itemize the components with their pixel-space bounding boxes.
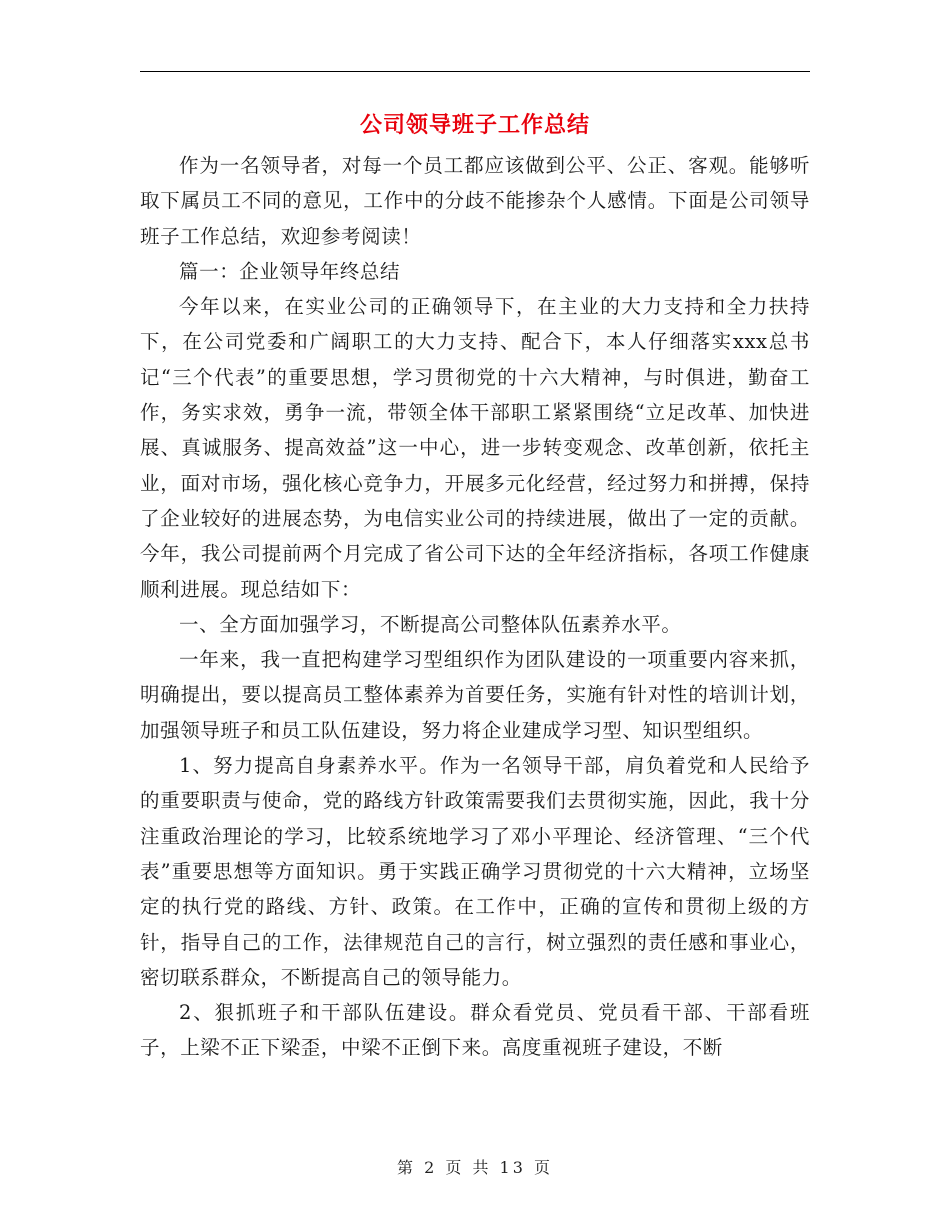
body-paragraph: 一年来，我一直把构建学习型组织作为团队建设的一项重要内容来抓，明确提出，要以提高员工整体素养为首要任务，实施有针对性的培训计划，加强领导班子和员工队伍建设，努力将企业建成学习型、知识型组织。 xyxy=(140,648,810,742)
body-paragraph: 2、狠抓班子和干部队伍建设。群众看党员、党员看干部、干部看班子，上梁不正下梁歪，中梁不正倒下来。高度重视班子建设，不断 xyxy=(140,1001,810,1060)
subsection-heading: 一、全方面加强学习，不断提高公司整体队伍素养水平。 xyxy=(179,612,682,636)
page-number-footer: 第 2 页 共 13 页 xyxy=(397,1158,553,1177)
document-body xyxy=(140,148,810,1066)
body-paragraph: 1、努力提高自身素养水平。作为一名领导干部，肩负着党和人民给予的重要职责与使命，党的路线方针政策需要我们去贯彻实施，因此，我十分注重政治理论的学习，比较系统地学习了邓小平理论、经济管理、“三个代表”重要思想等方面知识。勇于实践正确学习贯彻党的十六大精神，立场坚定的执行党的路线、方针、政策。在工作中，正确的宣传和贯彻上级的方针，指导自己的工作，法律规范自己的言行，树立强烈的责任感和事业心，密切联系群众，不断提高自己的领导能力。 xyxy=(140,754,810,989)
section-heading: 篇一：企业领导年终总结 xyxy=(179,259,401,283)
header-rule xyxy=(140,71,810,72)
body-paragraph: 今年以来，在实业公司的正确领导下，在主业的大力支持和全力扶持下，在公司党委和广阔职工的大力支持、配合下，本人仔细落实xxx总书记“三个代表”的重要思想，学习贯彻党的十六大精神，与时俱进，勤奋工作，务实求效，勇争一流，带领全体干部职工紧紧围绕“立足改革、加快进展、真诚服务、提高效益”这一中心，进一步转变观念、改革创新，依托主业，面对市场，强化核心竞争力，开展多元化经营，经过努力和拼搏，保持了企业较好的进展态势，为电信实业公司的持续进展，做出了一定的贡献。今年，我公司提前两个月完成了省公司下达的全年经济指标，各项工作健康顺利进展。现总结如下： xyxy=(140,295,810,601)
document-title: 公司领导班子工作总结 xyxy=(359,112,590,138)
intro-paragraph: 作为一名领导者，对每一个员工都应该做到公平、公正、客观。能够听取下属员工不同的意见，工作中的分歧不能掺杂个人感情。下面是公司领导班子工作总结，欢迎参考阅读！ xyxy=(140,154,810,248)
